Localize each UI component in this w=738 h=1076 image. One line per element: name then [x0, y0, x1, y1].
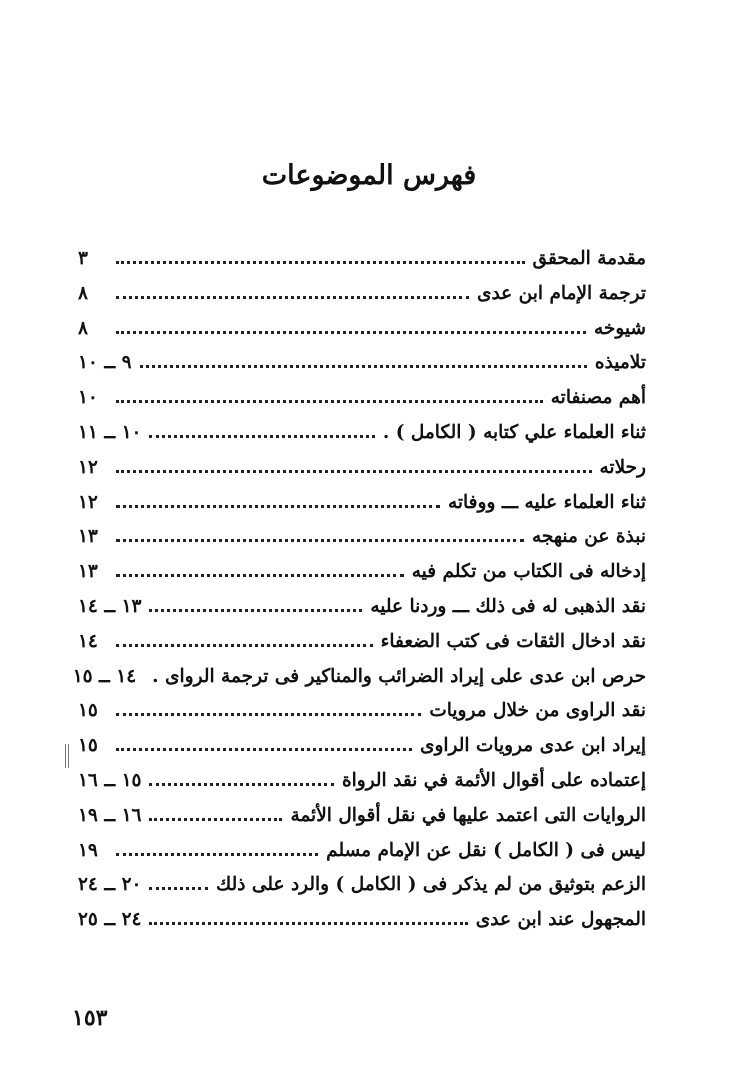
toc-entry [78, 381, 646, 416]
toc-entry-title: نبذة عن منهجه [531, 526, 646, 548]
dot-leader [116, 573, 404, 577]
dot-leader [116, 852, 318, 856]
toc-entry-page: ١٢ [78, 456, 98, 478]
toc-entry [78, 868, 646, 903]
toc-entry-title: ترجمة الإمام ابن عدى [476, 282, 646, 304]
dot-leader [116, 538, 524, 542]
toc-entry-title: رحلاته [599, 456, 646, 478]
toc-entry [78, 451, 646, 486]
dot-leader [116, 712, 421, 716]
toc-entry [78, 834, 646, 869]
toc-entry-page: ٨ [78, 317, 88, 339]
toc-entry-page: ٣ [78, 248, 88, 269]
table-of-contents [72, 242, 646, 938]
toc-entry-title: ثناء العلماء علي كتابه ( الكامل ) . [382, 421, 646, 443]
toc-entry [78, 799, 646, 834]
toc-entry [78, 520, 646, 555]
toc-entry-page: ١٣ [78, 526, 98, 548]
toc-entry-page: ١٣ ــ ١٤ [78, 595, 142, 617]
dot-leader [149, 886, 208, 890]
toc-entry [78, 346, 646, 381]
dot-leader [149, 817, 282, 821]
toc-entry-title: ثناء العلماء عليه ـــ ووفاته [447, 491, 646, 513]
toc-entry [78, 729, 646, 764]
toc-entry-title: تلاميذه [594, 352, 646, 374]
dot-leader [149, 608, 362, 612]
dot-leader [116, 295, 469, 299]
toc-entry [78, 590, 646, 625]
toc-entry [78, 555, 646, 590]
toc-entry-title: المجهول عند ابن عدى [475, 909, 646, 931]
toc-entry [78, 416, 646, 451]
dot-leader [149, 921, 467, 925]
toc-entry [72, 660, 646, 695]
toc-entry-page: ١٤ [78, 630, 98, 652]
toc-entry-title: مقدمة المحقق [532, 248, 646, 269]
toc-entry-title: نقد الذهبى له فى ذلك ـــ وردنا عليه [370, 595, 646, 617]
margin-mark [65, 744, 69, 768]
toc-entry-page: ١٦ ــ ١٩ [78, 804, 142, 826]
toc-entry-page: ١٤ ــ ١٥ [72, 665, 137, 687]
toc-entry [78, 277, 646, 312]
toc-entry-title: إدخاله فى الكتاب من تكلم فيه [411, 561, 646, 583]
dot-leader [140, 364, 587, 368]
toc-entry-title: شيوخه [594, 317, 646, 339]
page-title: فهرس الموضوعات [261, 160, 477, 191]
toc-entry-page: ٩ ــ ١٠ [78, 352, 132, 374]
toc-entry [78, 764, 646, 799]
toc-entry-page: ١٣ [78, 561, 98, 583]
toc-entry-title: الزعم بتوثيق من لم يذكر فى ( الكامل ) والرد على ذلك [216, 874, 646, 896]
dot-leader [116, 747, 412, 751]
toc-entry [78, 625, 646, 660]
toc-entry-page: ٨ [78, 282, 88, 304]
toc-entry-title: الروايات التى اعتمد عليها في نقل أقوال الأئمة [290, 804, 646, 826]
toc-entry-page: ٢٤ ــ ٢٥ [78, 909, 142, 931]
toc-entry [78, 903, 646, 938]
toc-entry-page: ١٥ [78, 700, 98, 722]
dot-leader [116, 260, 525, 264]
toc-entry-title: نقد ادخال الثقات فى كتب الضعفاء [380, 630, 646, 652]
dot-leader [149, 782, 333, 786]
toc-entry [78, 312, 646, 347]
toc-entry-title: إعتماده على أقوال الأئمة في نقد الرواة [341, 769, 646, 791]
toc-entry-page: ١٢ [78, 491, 98, 513]
toc-entry-title: إيراد ابن عدى مرويات الراوى [419, 735, 646, 757]
dot-leader [116, 504, 440, 508]
toc-entry-title: نقد الراوى من خلال مرويات [429, 700, 646, 722]
toc-entry-title: ليس فى ( الكامل ) نقل عن الإمام مسلم [326, 839, 646, 861]
dot-leader [116, 643, 373, 647]
toc-entry-title: أهم مصنفاته [550, 387, 646, 409]
toc-entry-page: ١٠ [78, 387, 98, 409]
toc-entry-page: ٢٠ ــ ٢٤ [78, 874, 142, 896]
toc-entry [78, 694, 646, 729]
toc-entry-page: ١٥ [78, 735, 98, 757]
dot-leader [149, 434, 374, 438]
dot-leader [116, 330, 586, 334]
toc-entry [78, 242, 646, 277]
toc-entry-page: ١٠ ــ ١١ [78, 421, 142, 443]
dot-leader [116, 469, 592, 473]
dot-leader [116, 399, 543, 403]
page-number: ١٥٣ [72, 1005, 108, 1031]
toc-entry-title: حرص ابن عدى على إيراد الضرائب والمناكير فى ترجمة الرواى . [152, 665, 646, 687]
toc-entry-page: ١٩ [78, 839, 98, 861]
toc-entry-page: ١٥ ــ ١٦ [78, 769, 142, 791]
toc-entry [78, 486, 646, 521]
